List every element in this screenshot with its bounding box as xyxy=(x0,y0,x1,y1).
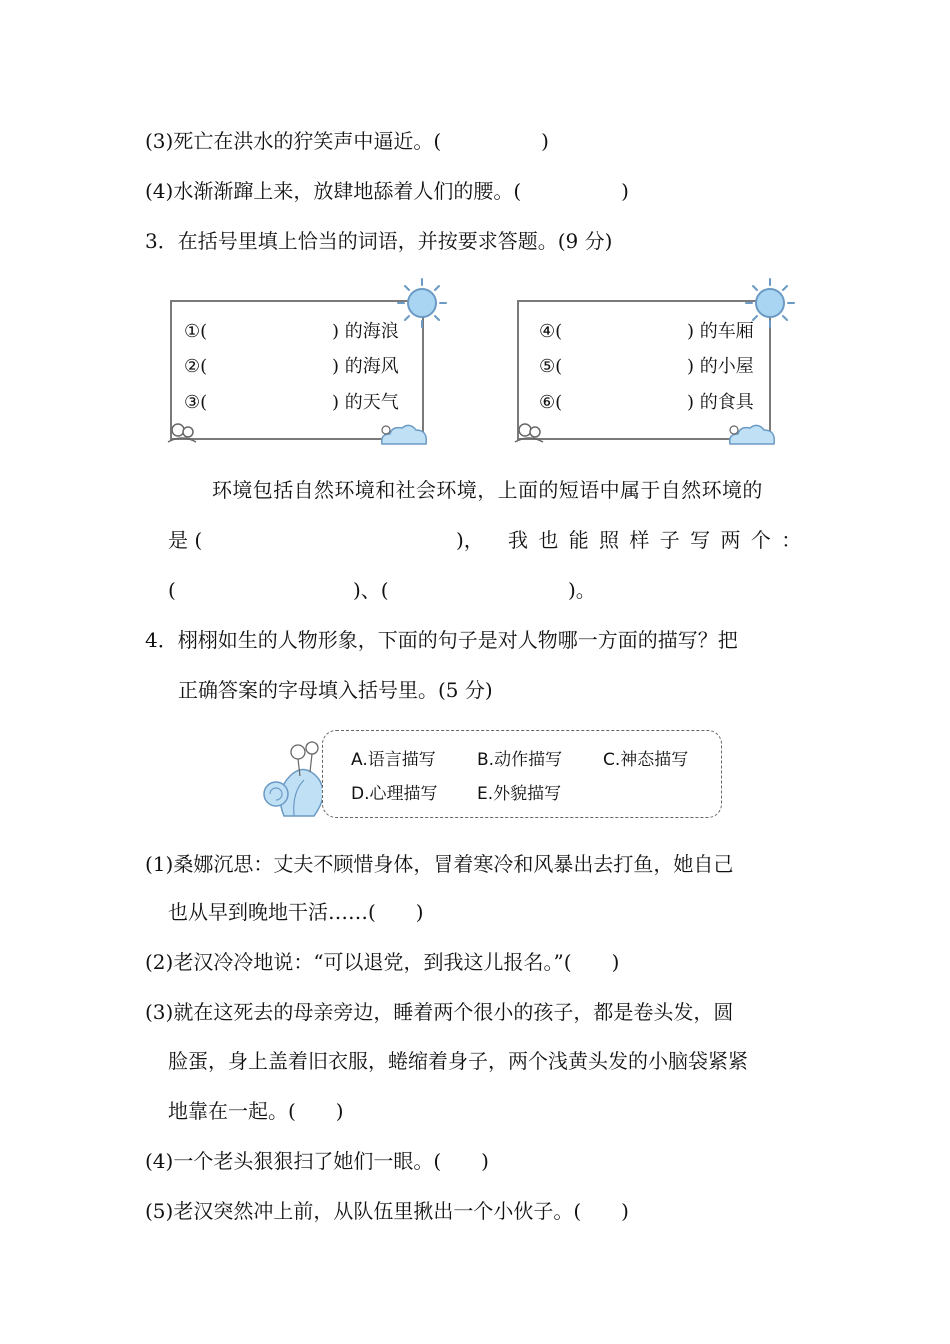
item-2-3: (3)死亡在洪水的狞笑声中逼近。( ) xyxy=(145,129,549,153)
q4-heading-line1: 4．栩栩如生的人物形象，下面的句子是对人物哪一方面的描写？把 xyxy=(145,628,738,652)
phrase-row-suffix: ) 的海风 xyxy=(332,356,399,377)
phrase-row: ②( xyxy=(184,356,208,377)
choices-box xyxy=(322,730,722,818)
item-2-4: (4)水渐渐蹿上来，放肆地舔着人们的腰。( ) xyxy=(145,179,629,203)
phrase-row: ③( xyxy=(184,392,208,413)
q4-sentence-2: (2)老汉冷冷地说：“可以退党，到我这儿报名。”( ) xyxy=(145,950,620,974)
q3-paragraph-line1: 环境包括自然环境和社会环境，上面的短语中属于自然环境的 xyxy=(212,478,763,502)
q3-paragraph-line2-start: 是 ( xyxy=(168,528,203,552)
cloud-icon xyxy=(376,420,432,448)
flower-icon xyxy=(511,420,547,444)
q4-sentence-1-line2: 也从早到晚地干活……( ) xyxy=(168,900,424,924)
q3-paragraph-line3-c: )。 xyxy=(568,578,596,602)
choice-b: B.动作描写 xyxy=(477,750,563,770)
phrase-panel-right xyxy=(517,300,771,440)
q4-heading-line2: 正确答案的字母填入括号里。(5 分) xyxy=(178,678,493,702)
q4-sentence-3-line2: 脸蛋，身上盖着旧衣服，蜷缩着身子，两个浅黄头发的小脑袋紧紧 xyxy=(168,1049,748,1073)
phrase-row-suffix: ) 的食具 xyxy=(687,392,754,413)
q3-paragraph-line2-end: 我 也 能 照 样 子 写 两 个 ： xyxy=(508,528,804,552)
q4-sentence-3-line3: 地靠在一起。( ) xyxy=(168,1099,344,1123)
choice-e: E.外貌描写 xyxy=(477,784,562,804)
sun-icon xyxy=(744,277,796,329)
choice-d: D.心理描写 xyxy=(351,784,438,804)
phrase-row: ⑥( xyxy=(539,392,563,413)
phrase-panel-left xyxy=(170,300,424,440)
flower-icon xyxy=(164,420,200,444)
phrase-row-suffix: ) 的小屋 xyxy=(687,356,754,377)
phrase-row: ⑤( xyxy=(539,356,563,377)
phrase-row: ④( xyxy=(539,321,563,342)
q4-sentence-3-line1: (3)就在这死去的母亲旁边，睡着两个很小的孩子，都是卷头发，圆 xyxy=(145,1000,734,1024)
q3-paragraph-line3-b: )、( xyxy=(353,578,389,602)
q4-sentence-4: (4)一个老头狠狠扫了她们一眼。( ) xyxy=(145,1149,489,1173)
q3-paragraph-line2-close: )， xyxy=(456,528,484,552)
choice-a: A.语言描写 xyxy=(351,750,436,770)
phrase-row-suffix: ) 的天气 xyxy=(332,392,399,413)
q3-paragraph-line3-a: ( xyxy=(168,578,176,602)
q3-heading: 3．在括号里填上恰当的词语，并按要求答题。(9 分) xyxy=(145,229,613,253)
cloud-icon xyxy=(724,420,780,448)
q4-sentence-1-line1: (1)桑娜沉思：丈夫不顾惜身体，冒着寒冷和风暴出去打鱼，她自己 xyxy=(145,852,734,876)
choice-c: C.神态描写 xyxy=(603,750,689,770)
phrase-row-suffix: ) 的海浪 xyxy=(332,321,399,342)
q4-sentence-5: (5)老汉突然冲上前，从队伍里揪出一个小伙子。( ) xyxy=(145,1199,629,1223)
phrase-row: ①( xyxy=(184,321,208,342)
sun-icon xyxy=(396,277,448,329)
phrase-row-suffix: ) 的车厢 xyxy=(687,321,754,342)
